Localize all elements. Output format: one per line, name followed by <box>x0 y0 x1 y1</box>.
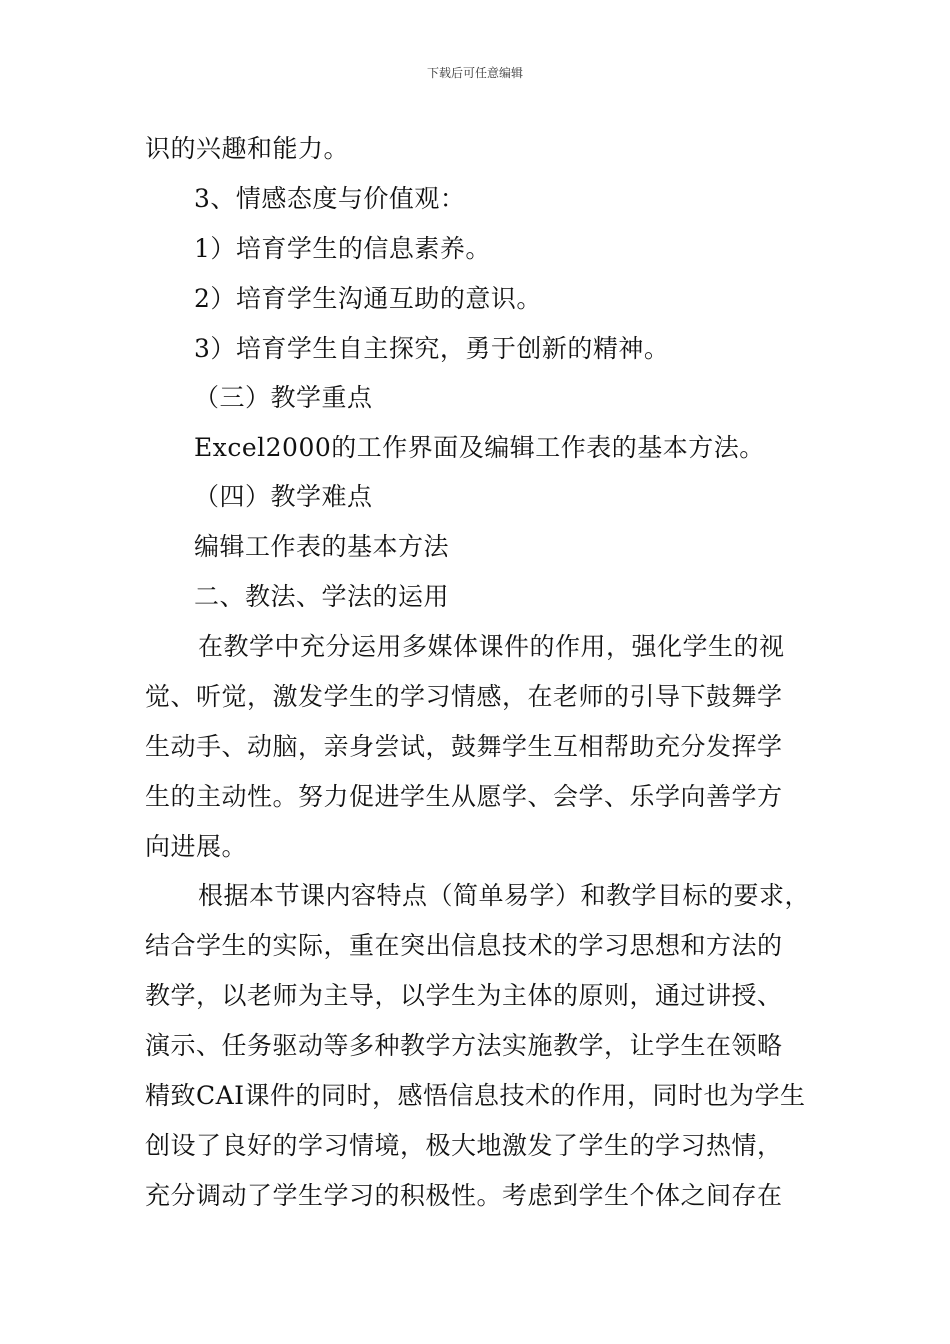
text-line: 在教学中充分运用多媒体课件的作用，强化学生的视 <box>198 632 785 661</box>
text-line: 生动手、动脑，亲身尝试，鼓舞学生互相帮助充分发挥学 <box>145 732 783 761</box>
section-heading: （四）教学难点 <box>194 482 373 511</box>
text-line: 根据本节课内容特点（简单易学）和教学目标的要求， <box>198 881 811 910</box>
text-line: Excel2000的工作界面及编辑工作表的基本方法。 <box>194 433 765 462</box>
text-line: 3）培育学生自主探究，勇于创新的精神。 <box>194 334 670 363</box>
text-line: 觉、听觉，激发学生的学习情感，在老师的引导下鼓舞学 <box>145 682 783 711</box>
section-heading: （三）教学重点 <box>194 383 373 412</box>
text-line: 编辑工作表的基本方法 <box>194 532 450 561</box>
text-line: 演示、任务驱动等多种教学方法实施教学，让学生在领略 <box>145 1031 783 1060</box>
page-header: 下载后可任意编辑 <box>426 66 523 80</box>
text-line: 生的主动性。努力促进学生从愿学、会学、乐学向善学方 <box>145 782 783 811</box>
text-line: 精致CAI课件的同时，感悟信息技术的作用，同时也为学生 <box>145 1081 806 1110</box>
text-line: 教学，以老师为主导，以学生为主体的原则，通过讲授、 <box>145 981 783 1010</box>
text-line: 2）培育学生沟通互助的意识。 <box>194 284 542 313</box>
text-line: 3、情感态度与价值观： <box>194 184 466 213</box>
section-heading: 二、教法、学法的运用 <box>194 582 450 611</box>
text-line: 创设了良好的学习情境，极大地激发了学生的学习热情， <box>145 1131 783 1160</box>
text-line: 向进展。 <box>145 832 248 861</box>
text-line: 识的兴趣和能力。 <box>145 134 350 163</box>
text-line: 结合学生的实际，重在突出信息技术的学习思想和方法的 <box>145 931 783 960</box>
text-line: 1）培育学生的信息素养。 <box>194 234 491 263</box>
text-line: 充分调动了学生学习的积极性。考虑到学生个体之间存在 <box>145 1181 783 1210</box>
